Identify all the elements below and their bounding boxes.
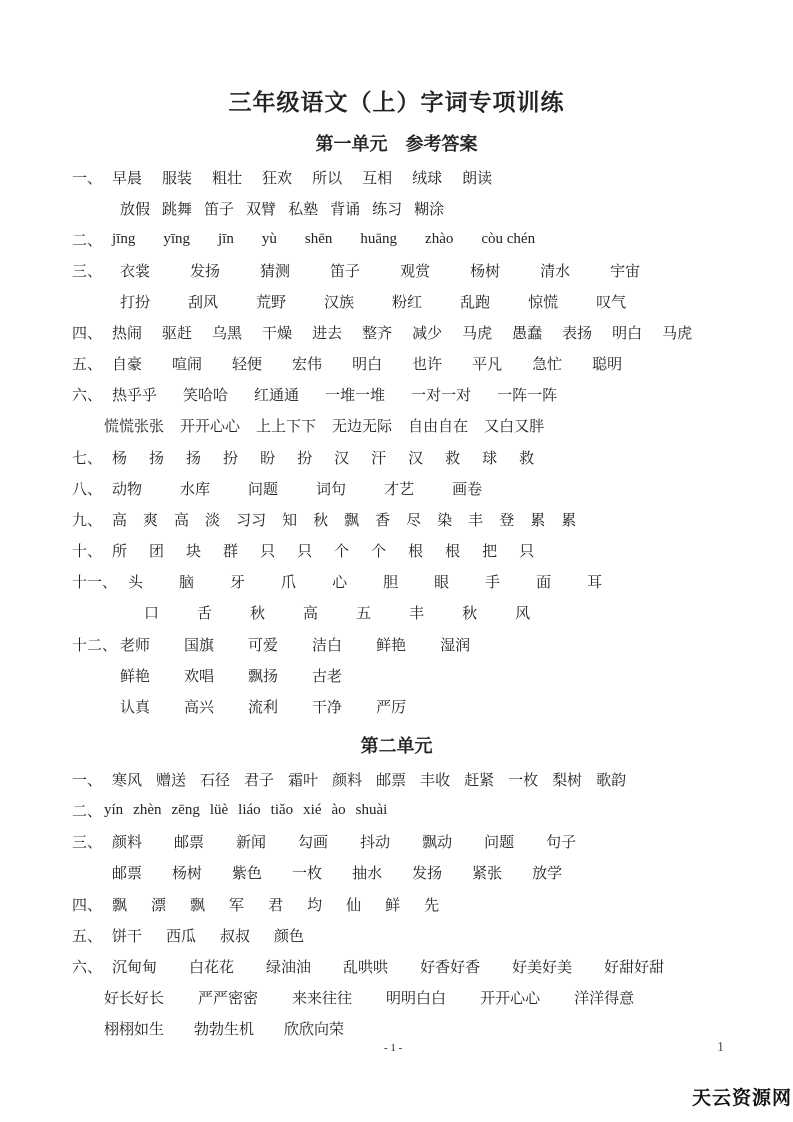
answer-word: 汉族 xyxy=(324,294,355,311)
answer-word: 减少 xyxy=(412,325,443,342)
answer-row xyxy=(72,695,406,717)
answer-word: 尽 xyxy=(406,512,422,529)
question-number: 六、 xyxy=(72,387,103,404)
answer-word: 盼 xyxy=(260,450,276,467)
answer-word: 发扬 xyxy=(412,865,443,882)
answer-word: 表扬 xyxy=(562,325,593,342)
answer-word: 漂 xyxy=(151,897,167,914)
answer-row xyxy=(72,383,557,405)
answer-word: 先 xyxy=(424,897,440,914)
answer-word: 军 xyxy=(229,897,245,914)
answer-word: 个 xyxy=(334,543,350,560)
answer-word: 君 xyxy=(268,897,284,914)
corner-page-number: 1 xyxy=(717,1040,724,1055)
answer-word: 认真 xyxy=(120,699,151,716)
answer-word: 高 xyxy=(174,512,190,529)
answer-word: 丰 xyxy=(409,605,425,622)
answer-word: zhào xyxy=(425,230,454,247)
answer-row xyxy=(72,228,535,250)
answer-word: 欢唱 xyxy=(184,668,215,685)
answer-row xyxy=(72,570,602,592)
watermark-logo: 天云资源网 xyxy=(692,1087,793,1109)
question-number: 六、 xyxy=(72,959,103,976)
answer-word: 栩栩如生 xyxy=(104,1021,165,1038)
answer-word: 练习 xyxy=(372,201,403,218)
answer-word: 扬 xyxy=(149,450,165,467)
answer-word: 自由自在 xyxy=(408,418,469,435)
unit-heading: 第一单元 参考答案 xyxy=(315,134,478,154)
answer-word: jīng xyxy=(112,230,136,247)
answer-word: 飘 xyxy=(112,897,128,914)
answer-word: 叹气 xyxy=(596,294,627,311)
answer-word: 惊慌 xyxy=(528,294,559,311)
answer-word: 粗壮 xyxy=(212,170,243,187)
answer-word: 愚蠢 xyxy=(512,325,543,342)
answer-row xyxy=(72,633,470,655)
answer-word: 开开心心 xyxy=(180,418,241,435)
page-number: - 1 - xyxy=(384,1042,403,1054)
answer-word: zhèn xyxy=(133,801,162,818)
answer-word: lüè xyxy=(209,801,229,818)
answer-word: 好长好长 xyxy=(104,990,165,1007)
answer-word: tiǎo xyxy=(270,801,294,818)
answer-word: 胆 xyxy=(383,574,399,591)
answer-word: liáo xyxy=(238,801,261,818)
answer-word: 均 xyxy=(307,897,323,914)
answer-word: 救 xyxy=(445,450,461,467)
answer-word: 乱跑 xyxy=(460,294,491,311)
answer-row xyxy=(72,321,692,343)
answer-word: 词句 xyxy=(316,481,347,498)
question-number: 七、 xyxy=(72,450,103,467)
answer-word: 知 xyxy=(282,512,298,529)
answer-word: ào xyxy=(331,801,346,818)
answer-word: 平凡 xyxy=(472,356,503,373)
answer-word: 饼干 xyxy=(112,928,143,945)
answer-word: 明白 xyxy=(612,325,643,342)
question-number: 二、 xyxy=(72,232,103,249)
answer-word: 根 xyxy=(445,543,461,560)
answer-row xyxy=(72,290,626,312)
answer-row xyxy=(72,259,640,281)
answer-word: 根 xyxy=(408,543,424,560)
answer-word: 淡 xyxy=(205,512,221,529)
answer-word: 舌 xyxy=(197,605,213,622)
answer-word: 服装 xyxy=(162,170,193,187)
answer-word: 乌黑 xyxy=(212,325,243,342)
answer-word: 勃勃生机 xyxy=(194,1021,255,1038)
answer-word: 所 xyxy=(112,543,128,560)
answer-row xyxy=(72,197,444,219)
answer-word: 团 xyxy=(149,543,165,560)
answer-word: 口 xyxy=(144,605,160,622)
answer-word: 可爱 xyxy=(248,637,279,654)
answer-word: 球 xyxy=(482,450,498,467)
answer-word: 染 xyxy=(437,512,453,529)
answer-word: 水库 xyxy=(180,481,211,498)
answer-word: 扮 xyxy=(223,450,239,467)
answer-word: 脑 xyxy=(179,574,195,591)
answer-word: 慌慌张张 xyxy=(104,418,165,435)
answer-word: 狂欢 xyxy=(262,170,293,187)
answer-word: 问题 xyxy=(484,834,515,851)
answer-word: 放假 xyxy=(120,201,151,218)
answer-word: 干燥 xyxy=(262,325,293,342)
answer-row xyxy=(72,768,626,790)
answer-word: 粉红 xyxy=(392,294,423,311)
answer-word: 放学 xyxy=(532,865,563,882)
answer-word: 新闻 xyxy=(236,834,267,851)
answer-word: 牙 xyxy=(230,574,246,591)
answer-word: shēn xyxy=(304,230,333,247)
answer-word: 高 xyxy=(112,512,128,529)
answer-word: 糊涂 xyxy=(414,201,445,218)
answer-row xyxy=(72,664,342,686)
answer-word: 乱哄哄 xyxy=(343,959,389,976)
question-number: 十、 xyxy=(72,543,103,560)
answer-word: 群 xyxy=(223,543,239,560)
answer-word: huāng xyxy=(360,230,398,247)
answer-word: 勾画 xyxy=(298,834,329,851)
answer-word: 汉 xyxy=(408,450,424,467)
answer-word: 好甜好甜 xyxy=(604,959,665,976)
answer-row xyxy=(72,893,439,915)
answer-word: 严严密密 xyxy=(198,990,259,1007)
answer-word: yín xyxy=(104,801,124,818)
answer-word: 双臂 xyxy=(246,201,277,218)
answer-word: 高 xyxy=(303,605,319,622)
answer-word: 一堆一堆 xyxy=(325,387,386,404)
answer-word: 干净 xyxy=(312,699,343,716)
answer-row xyxy=(72,539,534,561)
answer-word: 湿润 xyxy=(440,637,471,654)
answer-word: 衣裳 xyxy=(120,263,151,280)
answer-word: 赶紧 xyxy=(464,772,495,789)
answer-word: 才艺 xyxy=(384,481,415,498)
answer-word: 严厉 xyxy=(376,699,407,716)
answer-word: 动物 xyxy=(112,481,143,498)
answer-word: 也许 xyxy=(412,356,443,373)
answer-word: 紫色 xyxy=(232,865,263,882)
answer-row xyxy=(72,352,622,374)
answer-word: 君子 xyxy=(244,772,275,789)
answer-word: 一枚 xyxy=(508,772,539,789)
answer-word: 高兴 xyxy=(184,699,215,716)
answer-row xyxy=(72,446,534,468)
answer-word: 只 xyxy=(519,543,535,560)
answer-row xyxy=(72,924,304,946)
answer-word: 绿油油 xyxy=(266,959,312,976)
answer-word: 心 xyxy=(332,574,348,591)
question-number: 一、 xyxy=(72,170,103,187)
answer-word: 笛子 xyxy=(330,263,361,280)
answer-row xyxy=(72,986,634,1008)
answer-word: 石径 xyxy=(200,772,231,789)
answer-word: 手 xyxy=(485,574,501,591)
question-number: 九、 xyxy=(72,512,103,529)
answer-word: 问题 xyxy=(248,481,279,498)
question-number: 十一、 xyxy=(72,574,118,591)
answer-word: 累 xyxy=(530,512,546,529)
answer-word: còu chén xyxy=(481,230,536,247)
answer-word: 丰收 xyxy=(420,772,451,789)
answer-word: 颜料 xyxy=(112,834,143,851)
answer-word: 清水 xyxy=(540,263,571,280)
answer-word: 香 xyxy=(375,512,391,529)
answer-word: 红通通 xyxy=(254,387,300,404)
answer-word: 无边无际 xyxy=(332,418,393,435)
answer-row xyxy=(72,508,576,530)
unit-heading: 第二单元 xyxy=(360,736,433,756)
answer-word: 整齐 xyxy=(362,325,393,342)
answer-word: 秋 xyxy=(313,512,329,529)
answer-word: 抽水 xyxy=(352,865,383,882)
answer-word: 邮票 xyxy=(376,772,407,789)
answer-word: 句子 xyxy=(546,834,577,851)
answer-row xyxy=(72,830,576,852)
answer-word: 登 xyxy=(499,512,515,529)
question-number: 五、 xyxy=(72,928,103,945)
answer-word: 背诵 xyxy=(330,201,361,218)
question-number: 五、 xyxy=(72,356,103,373)
question-number: 三、 xyxy=(72,834,103,851)
answer-word: 飘 xyxy=(190,897,206,914)
answer-word: 眼 xyxy=(434,574,450,591)
answer-word: 进去 xyxy=(312,325,343,342)
answer-word: 热闹 xyxy=(112,325,143,342)
answer-word: 好香好香 xyxy=(420,959,481,976)
answer-word: 来来往往 xyxy=(292,990,353,1007)
question-number: 四、 xyxy=(72,325,103,342)
answer-word: 国旗 xyxy=(184,637,215,654)
answer-word: 开开心心 xyxy=(480,990,541,1007)
answer-word: 热乎乎 xyxy=(112,387,158,404)
answer-word: 又白又胖 xyxy=(484,418,545,435)
answer-word: 把 xyxy=(482,543,498,560)
answer-word: 明白 xyxy=(352,356,383,373)
answer-word: 宏伟 xyxy=(292,356,323,373)
answer-word: 白花花 xyxy=(189,959,235,976)
answer-word: 沉甸甸 xyxy=(112,959,158,976)
answer-word: xié xyxy=(303,801,322,818)
answer-word: 一枚 xyxy=(292,865,323,882)
question-number: 八、 xyxy=(72,481,103,498)
answer-word: 丰 xyxy=(468,512,484,529)
answer-word: 明明白白 xyxy=(386,990,447,1007)
answer-word: 杨树 xyxy=(172,865,203,882)
answer-word: 发扬 xyxy=(190,263,221,280)
answer-word: 只 xyxy=(297,543,313,560)
question-number: 二、 xyxy=(72,803,103,820)
answer-word: 荒野 xyxy=(256,294,287,311)
answer-word: 自豪 xyxy=(112,356,143,373)
answer-word: 猜测 xyxy=(260,263,291,280)
answer-word: 飘动 xyxy=(422,834,453,851)
answer-word: 欣欣向荣 xyxy=(284,1021,345,1038)
answer-word: 好美好美 xyxy=(512,959,573,976)
answer-word: 爽 xyxy=(143,512,159,529)
answer-word: 老师 xyxy=(120,637,151,654)
answer-word: shuài xyxy=(355,801,388,818)
answer-word: 抖动 xyxy=(360,834,391,851)
answer-word: 打扮 xyxy=(120,294,151,311)
answer-word: 个 xyxy=(371,543,387,560)
answer-word: 紧张 xyxy=(472,865,503,882)
answer-word: 邮票 xyxy=(112,865,143,882)
answer-word: 爪 xyxy=(281,574,297,591)
answer-word: 习习 xyxy=(236,512,267,529)
answer-word: 马虎 xyxy=(462,325,493,342)
answer-row xyxy=(72,799,387,821)
answer-word: 笛子 xyxy=(204,201,235,218)
answer-word: 古老 xyxy=(312,668,343,685)
answer-word: 仙 xyxy=(346,897,362,914)
answer-word: 马虎 xyxy=(662,325,693,342)
answer-word: 寒风 xyxy=(112,772,143,789)
answer-word: 扬 xyxy=(186,450,202,467)
answer-word: 绒球 xyxy=(412,170,443,187)
answer-row xyxy=(72,955,664,977)
answer-word: 扮 xyxy=(297,450,313,467)
answer-word: 秋 xyxy=(462,605,478,622)
answer-word: 画卷 xyxy=(452,481,483,498)
answer-word: yīng xyxy=(163,230,191,247)
answer-word: 跳舞 xyxy=(162,201,193,218)
answer-word: 驱赶 xyxy=(162,325,193,342)
answer-word: 梨树 xyxy=(552,772,583,789)
answer-word: 早晨 xyxy=(112,170,143,187)
answer-word: 只 xyxy=(260,543,276,560)
answer-word: 私塾 xyxy=(288,201,319,218)
answer-row xyxy=(72,414,544,436)
answer-word: 笑哈哈 xyxy=(183,387,229,404)
answer-word: 观赏 xyxy=(400,263,431,280)
answer-word: jīn xyxy=(218,230,234,247)
answer-word: 宇宙 xyxy=(610,263,641,280)
answer-word: 流利 xyxy=(248,699,279,716)
document-title: 三年级语文（上）字词专项训练 xyxy=(228,90,565,115)
answer-word: 鲜艳 xyxy=(120,668,151,685)
answer-word: 洋洋得意 xyxy=(574,990,635,1007)
answer-word: 五 xyxy=(356,605,372,622)
answer-row xyxy=(72,166,492,188)
answer-word: 一对一对 xyxy=(411,387,472,404)
answer-word: 互相 xyxy=(362,170,393,187)
answer-word: 西瓜 xyxy=(166,928,197,945)
answer-word: 急忙 xyxy=(532,356,563,373)
answer-word: 杨 xyxy=(112,450,128,467)
answer-word: 邮票 xyxy=(174,834,205,851)
answer-word: 赠送 xyxy=(156,772,187,789)
answer-word: 累 xyxy=(561,512,577,529)
answer-word: 汉 xyxy=(334,450,350,467)
answer-word: 朗读 xyxy=(462,170,493,187)
answer-row xyxy=(72,861,562,883)
answer-word: yù xyxy=(261,230,277,247)
answer-word: 鲜 xyxy=(385,897,401,914)
answer-word: 所以 xyxy=(312,170,343,187)
question-number: 三、 xyxy=(72,263,103,280)
answer-word: 块 xyxy=(186,543,202,560)
answer-word: 洁白 xyxy=(312,637,343,654)
answer-word: 聪明 xyxy=(592,356,623,373)
answer-word: 救 xyxy=(519,450,535,467)
answer-word: 飘扬 xyxy=(248,668,279,685)
answer-word: 刮风 xyxy=(188,294,219,311)
answer-word: 叔叔 xyxy=(220,928,251,945)
answer-word: 颜色 xyxy=(274,928,305,945)
answer-word: 一阵一阵 xyxy=(497,387,558,404)
answer-row xyxy=(72,1017,344,1039)
answer-word: 霜叶 xyxy=(288,772,319,789)
answer-row xyxy=(72,601,530,623)
answer-word: 上上下下 xyxy=(256,418,317,435)
answer-word: 杨树 xyxy=(470,263,501,280)
answer-word: 鲜艳 xyxy=(376,637,407,654)
answer-word: 汗 xyxy=(371,450,387,467)
answer-word: 喧闹 xyxy=(172,356,203,373)
question-number: 十二、 xyxy=(72,637,118,654)
answer-word: 秋 xyxy=(250,605,266,622)
answer-word: zēng xyxy=(171,801,200,818)
answer-word: 耳 xyxy=(587,574,603,591)
answer-word: 面 xyxy=(536,574,552,591)
question-number: 一、 xyxy=(72,772,103,789)
answer-word: 飘 xyxy=(344,512,360,529)
answer-word: 头 xyxy=(128,574,144,591)
answer-row xyxy=(72,477,482,499)
answer-word: 颜料 xyxy=(332,772,363,789)
answer-word: 风 xyxy=(515,605,531,622)
question-number: 四、 xyxy=(72,897,103,914)
answer-word: 歌韵 xyxy=(596,772,627,789)
answer-word: 轻便 xyxy=(232,356,263,373)
